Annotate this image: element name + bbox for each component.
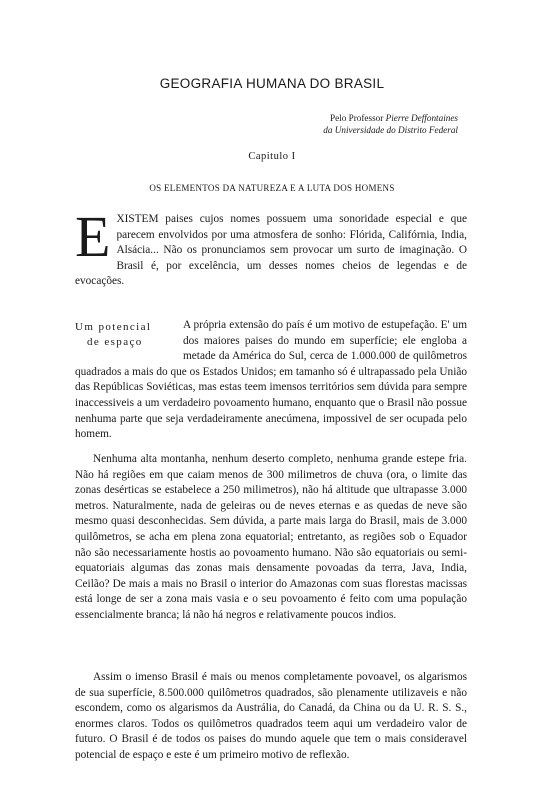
author-prefix: Pelo Professor [329, 113, 384, 123]
intro-paragraph [75, 204, 467, 290]
intro-text: XISTEM paises cujos nomes possuem uma sonoridade especial e que parecem envolvidos por uma atmosfera de sonho: Flórida, Califórnia, India, Alsácia... Não os pronunciamos sem provocar um surto de imaginação. O Brasil é, por excelência, um desses nomes cheios de legendas e de evocações. [75, 213, 467, 288]
margin-heading-line-2: de espaço [87, 336, 143, 348]
paragraph-3: Assim o imenso Brasil é mais ou menos completamente povoavel, os algarismos de sua superfície, 8.500.000 quilômetros quadrados, são plenamente utilizaveis e não escondem, como os algarismos da Austrália, do Canadá, da China ou da U. R. S. S., enormes claros. Todos os quilômetros quadrados teem aqui um verdadeiro valor de futuro. O Brasil é de todos os paises do mundo aquele que tem o mais consideravel potencial de espaço e este é um primeiro motivo de reflexão. [75, 671, 467, 761]
author-line-1 [323, 112, 458, 124]
drop-cap: E [75, 204, 111, 269]
section-title: OS ELEMENTOS DA NATUREZA E A LUTA DOS HOMENS [149, 183, 395, 193]
margin-heading-line-1: Um potencial [75, 321, 152, 333]
author-block [323, 112, 458, 136]
author-affiliation: da Universidade do Distrito Federal [323, 125, 458, 135]
paragraph-1 [75, 318, 467, 443]
chapter-heading: Capitulo I [248, 151, 296, 162]
article-title: GEOGRAFIA HUMANA DO BRASIL [159, 76, 385, 91]
paragraph-1-text: A própria extensão do país é um motivo de estupefação. E' um dos maiores paises do mundo em superfície; ele engloba a metade da América do Sul, cerca de 1.000.000 de quilômetros quadrados a mais do que os Estados Unidos; em tamanho só é ultrapassado pela União das Repúblicas Soviéticas, mas estas teem imensos territórios sem dúvida para sempre inaccessiveis a um verdadeiro povoamento humano, enquanto que o Brasil não possue nenhuma parte que seja verdadeiramente anecúmena, impossivel de ser ocupada pelo homem. [75, 319, 467, 441]
author-name: Pierre Deffontaines [385, 113, 458, 123]
paragraph-2: Nenhuma alta montanha, nenhum deserto completo, nenhuma grande estepe fria. Não há regiões em que caiam menos de 300 milimetros de chuva (ora, o limite das zonas desérticas se estabelece a 250 milimetros), não há altitude que ultrapasse 3.000 metros. Naturalmente, nada de geleiras ou de neves eternas e as quedas de neve são mesmo quasi desconhecidas. Sem dúvida, a parte mais larga do Brasil, mais de 3.000 quilômetros, se acha em plena zona equatorial; entretanto, as regiões sob o Equador não são necessariamente hostis ao povoamento humano. Não são equatoriais ou semi-equatoriais algumas das zonas mais densamente povoadas da terra, Java, India, Ceilão? De mais a mais no Brasil o interior do Amazonas com suas florestas macissas está longe de ser a zona mais vasia e o seu povoamento é feito com uma população essencialmente branca; lá não há negros e relativamente poucos indios. [75, 453, 467, 621]
